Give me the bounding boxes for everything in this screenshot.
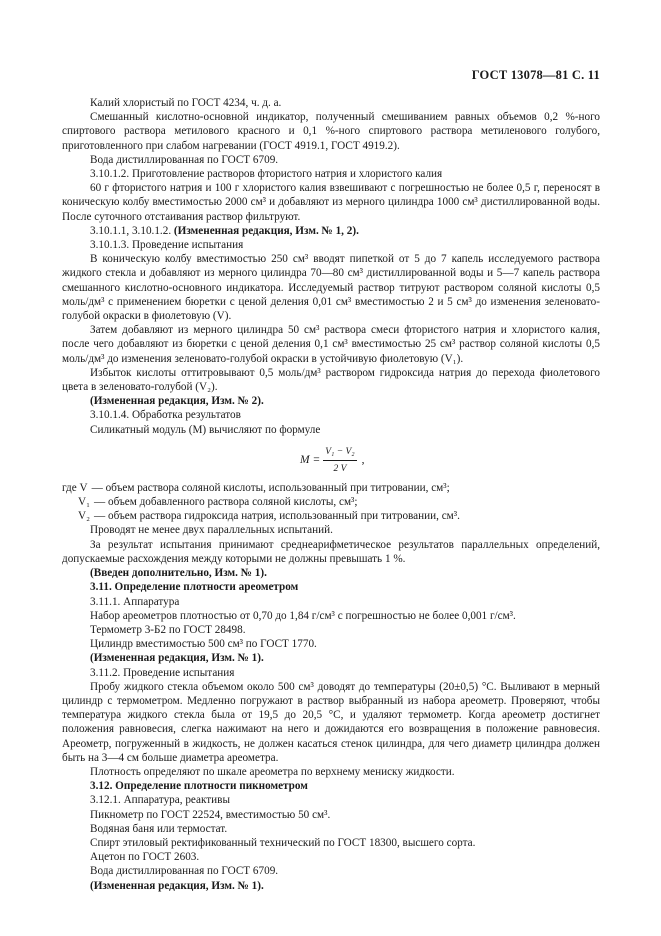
paragraph [62, 637, 600, 651]
paragraph [62, 864, 600, 878]
legend-text: — объем добавленного раствора соляной кислоты, см³; [93, 496, 358, 509]
document-body [62, 96, 600, 893]
paragraph-text: Ацетон по ГОСТ 2603. [90, 851, 200, 864]
legend-symbol: V₂ [78, 510, 90, 523]
paragraph-text: 3.11.2. Проведение испытания [90, 666, 235, 679]
paragraph [62, 423, 600, 437]
formula-fraction [323, 445, 356, 476]
paragraph [62, 167, 600, 181]
section-paragraphs-continued [62, 523, 600, 892]
formula-denominator: 2 V [333, 464, 347, 475]
paragraph [62, 666, 600, 680]
paragraph-bold: 3.11. Определение плотности ареометром [90, 581, 299, 594]
paragraph-text: 3.11.1. Аппаратура [90, 595, 180, 608]
paragraph-text: Вода дистиллированная по ГОСТ 6709. [90, 153, 279, 166]
paragraph [62, 96, 600, 110]
paragraph [62, 850, 600, 864]
paragraph [62, 394, 600, 408]
paragraph-text: 3.10.1.3. Проведение испытания [90, 239, 244, 252]
formula-legend [62, 481, 600, 524]
paragraph [62, 680, 600, 765]
paragraph [62, 224, 600, 238]
section-paragraphs [62, 96, 600, 437]
paragraph [62, 153, 600, 167]
paragraph [62, 252, 600, 323]
formula [62, 437, 600, 481]
paragraph-text: Термометр 3-Б2 по ГОСТ 28498. [90, 623, 246, 636]
legend-text: — объем раствора гидроксида натрия, использованный при титровании, см³. [93, 510, 460, 523]
formula-tail: , [361, 454, 365, 467]
paragraph-text: Затем добавляют из мерного цилиндра 50 см³ раствора смеси фтористого натрия и хлористого калия, после чего добавляют из бюретки с ценой деления 0,1 см³ вместимостью 25 см³ раствор соляной кислоты 0,5 моль/дм³ до изменения зеленовато-голубой окраски в устойчивую фиолетовую (V₁). [62, 324, 600, 365]
paragraph-text: Спирт этиловый ректификованный технический по ГОСТ 18300, высшего сорта. [90, 836, 476, 849]
legend-symbol: где V [62, 481, 88, 494]
paragraph [62, 793, 600, 807]
legend-row [62, 495, 600, 509]
paragraph-bold: (Измененная редакция, Изм. № 1). [90, 879, 264, 892]
paragraph [62, 366, 600, 394]
paragraph [62, 765, 600, 779]
paragraph [62, 523, 600, 537]
paragraph [62, 110, 600, 153]
paragraph [62, 580, 600, 594]
paragraph [62, 238, 600, 252]
paragraph-text: Проводят не менее двух параллельных испытаний. [90, 524, 333, 537]
paragraph-text: 3.10.1.2. Приготовление растворов фтористого натрия и хлористого калия [90, 168, 443, 181]
paragraph [62, 566, 600, 580]
paragraph-bold: (Измененная редакция, Изм. № 1). [90, 652, 264, 665]
paragraph-text: 60 г фтористого натрия и 100 г хлористого калия взвешивают с погрешностью не более 0,5 г, переносят в коническую колбу вместимостью 2000 см³ и добавляют из мерного цилиндра 1000 см³ дистиллированной воды. После суточного отстаивания раствор фильтруют. [62, 182, 600, 223]
formula-lhs: M = [300, 454, 321, 467]
paragraph-text: Избыток кислоты оттитровывают 0,5 моль/дм³ раствором гидроксида натрия до перехода фиолетового цвета в зеленовато-голубой (V₂). [62, 366, 600, 394]
legend-symbol: V₁ [78, 496, 90, 509]
formula-expression [300, 445, 364, 476]
legend-text: — объем раствора соляной кислоты, использованный при титровании, см³; [91, 481, 450, 494]
paragraph-bold: (Измененная редакция, Изм. № 1, 2). [173, 224, 359, 237]
paragraph [62, 651, 600, 665]
paragraph-text: Смешанный кислотно-основной индикатор, полученный смешиванием равных объемов 0,2 %-ного спиртового раствора метилового красного и 0,1 %-ного спиртового раствора метиленового голубого, приготовленного при слабом нагревании (ГОСТ 4919.1, ГОСТ 4919.2). [62, 111, 600, 152]
paragraph [62, 408, 600, 422]
paragraph [62, 323, 600, 366]
page-header: ГОСТ 13078—81 С. 11 [471, 68, 600, 82]
paragraph-text: Силикатный модуль (M) вычисляют по формуле [90, 423, 321, 436]
legend-row [62, 481, 600, 495]
paragraph-text: Вода дистиллированная по ГОСТ 6709. [90, 865, 279, 878]
paragraph-text: Водяная баня или термостат. [90, 822, 228, 835]
paragraph-text: Плотность определяют по шкале ареометра по верхнему мениску жидкости. [90, 765, 455, 778]
paragraph [62, 836, 600, 850]
paragraph-text: 3.12.1. Аппаратура, реактивы [90, 794, 230, 807]
paragraph-text: В коническую колбу вместимостью 250 см³ вводят пипеткой от 5 до 7 капель исследуемого раствора жидкого стекла и добавляют из мерного цилиндра 70—80 см³ дистиллированной воды и 5—7 капель раствора смешанного кислотно-основного индикатора. Исследуемый раствор титруют раствором соляной кислоты 0,5 моль/дм³ с применением бюретки с ценой деления 0,01 см³ вместимостью 2 и 5 см³ до изменения зеленовато-голубой окраски в фиолетовую (V). [62, 253, 600, 323]
formula-numerator: V₁ − V₂ [323, 445, 356, 461]
paragraph [62, 595, 600, 609]
paragraph-text: Цилиндр вместимостью 500 см³ по ГОСТ 1770. [90, 638, 317, 651]
paragraph [62, 779, 600, 793]
paragraph [62, 808, 600, 822]
paragraph [62, 623, 600, 637]
paragraph [62, 538, 600, 566]
paragraph-text: Пробу жидкого стекла объемом около 500 см³ доводят до температуры (20±0,5) °С. Выливают в мерный цилиндр с термометром. Медленно погружают в раствор выбранный из набора ареометр. Проверяют, чтобы температура жидкого стекла была от 19,5 до 20,5 °С, и удаляют термометр. Когда ареометр достигнет положения равновесия, слегка нажимают на него и дожидаются его возвращения в положение равновесия. Ареометр, погруженный в жидкость, не должен касаться стенок цилиндра, для чего диаметр цилиндра должен быть на 3—4 см больше диаметра ареометра. [62, 680, 600, 764]
paragraph [62, 879, 600, 893]
paragraph-text: Калий хлористый по ГОСТ 4234, ч. д. а. [90, 97, 282, 109]
paragraph-bold: (Измененная редакция, Изм. № 2). [90, 395, 264, 408]
document-page [62, 0, 600, 936]
paragraph-text: Пикнометр по ГОСТ 22524, вместимостью 50 см³. [90, 808, 331, 821]
paragraph [62, 181, 600, 224]
paragraph [62, 609, 600, 623]
paragraph [62, 822, 600, 836]
paragraph-text: 3.10.1.4. Обработка результатов [90, 409, 241, 422]
paragraph-prefix: 3.10.1.1, 3.10.1.2. [90, 224, 174, 237]
paragraph-text: За результат испытания принимают среднеарифметическое результатов параллельных определений, допускаемые расхождения между которыми не должны превышать 1 %. [62, 538, 600, 565]
paragraph-bold: 3.12. Определение плотности пикнометром [90, 780, 308, 793]
legend-row [62, 509, 600, 523]
paragraph-bold: (Введен дополнительно, Изм. № 1). [90, 567, 267, 580]
paragraph-text: Набор ареометров плотностью от 0,70 до 1,84 г/см³ с погрешностью не более 0,001 г/см³. [90, 609, 516, 622]
